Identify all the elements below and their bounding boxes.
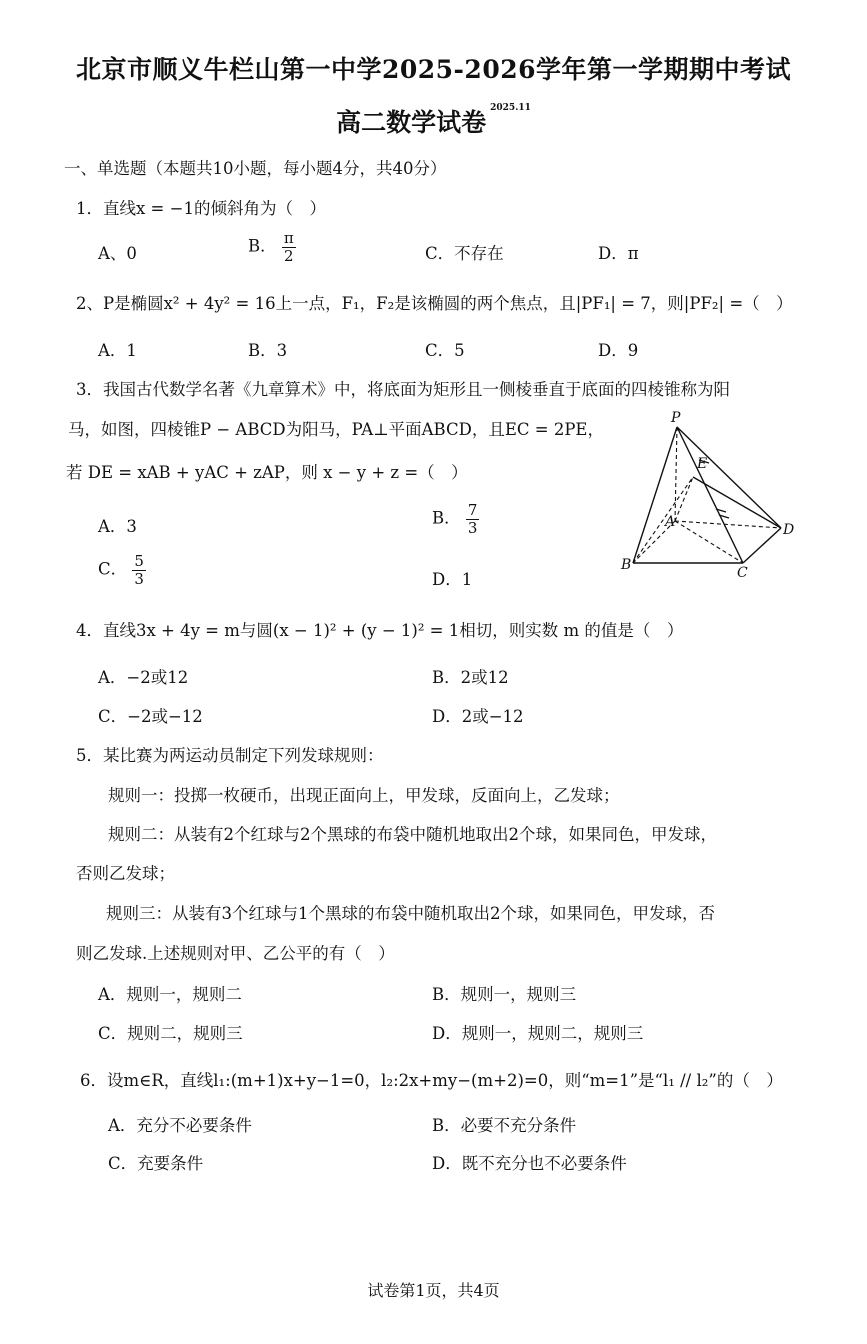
q3-option-a: A．3 bbox=[98, 517, 137, 536]
q5-rule-3-line2: 则乙发球.上述规则对甲、乙公平的有（ ） bbox=[76, 944, 395, 963]
q6-option-d: D．既不充分也不必要条件 bbox=[432, 1154, 627, 1173]
edge-cd bbox=[743, 528, 781, 563]
q3-option-c bbox=[98, 553, 146, 587]
question-5-stem: 5．某比赛为两运动员制定下列发球规则： bbox=[76, 746, 384, 765]
q2-option-d: D．9 bbox=[598, 341, 639, 360]
q3-option-b-label: B． bbox=[432, 508, 461, 528]
q1-option-b bbox=[248, 230, 296, 264]
question-1-stem: 1．直线x = −1的倾斜角为（ ） bbox=[76, 199, 326, 218]
edge-pa bbox=[675, 427, 677, 521]
q2-option-a: A．1 bbox=[98, 341, 137, 360]
edge-pd bbox=[677, 427, 781, 528]
exam-subtitle bbox=[0, 103, 867, 139]
q1-option-c: C．不存在 bbox=[425, 244, 504, 263]
q5-option-d: D．规则一，规则二，规则三 bbox=[432, 1024, 644, 1043]
q2-option-b: B．3 bbox=[248, 341, 288, 360]
q5-rule-2-line2: 否则乙发球； bbox=[76, 864, 175, 883]
q1-option-d: D．π bbox=[598, 244, 639, 263]
label-a: A bbox=[665, 514, 676, 530]
q1-option-b-fraction: $\frac{\pi}{2}$ bbox=[283, 229, 294, 265]
q4-option-b: B．2或12 bbox=[432, 668, 509, 687]
q1-option-a: A、0 bbox=[98, 244, 137, 263]
label-d: D bbox=[783, 522, 795, 538]
label-b: B bbox=[621, 557, 632, 573]
q3-option-d: D．1 bbox=[432, 570, 473, 589]
q1-option-b-label: B． bbox=[248, 236, 277, 256]
exam-date: 2025.11 bbox=[490, 103, 531, 113]
q3-option-b bbox=[432, 502, 479, 536]
question-3-stem-line2: 马，如图，四棱锥P − ABCD为阳马，PA⊥平面ABCD，且EC = 2PE， bbox=[68, 420, 604, 439]
edge-ad bbox=[675, 521, 781, 528]
question-3-stem-line1: 3．我国古代数学名著《九章算术》中，将底面为矩形且一侧棱垂直于底面的四棱锥称为阳 bbox=[76, 380, 730, 399]
q3-option-c-fraction: $\frac{5}{3}$ bbox=[134, 552, 144, 588]
subject-title: 高二数学试卷 bbox=[336, 108, 487, 137]
section-heading: 一、单选题（本题共10小题，每小题4分，共40分） bbox=[64, 159, 447, 178]
q5-option-b: B．规则一，规则三 bbox=[432, 985, 577, 1004]
pyramid-figure bbox=[615, 405, 805, 580]
segment-be bbox=[633, 477, 693, 563]
question-2-stem: 2、P是椭圆x² + 4y² = 16上一点，F₁，F₂是该椭圆的两个焦点，且|PF₁| = 7，则|PF₂| =（ ） bbox=[76, 294, 793, 313]
page-footer: 试卷第1页，共4页 bbox=[367, 1281, 500, 1300]
q5-option-a: A．规则一，规则二 bbox=[98, 985, 242, 1004]
q4-option-a: A．−2或12 bbox=[98, 668, 189, 687]
q3-option-b-fraction: $\frac{7}{3}$ bbox=[467, 501, 478, 537]
label-e: E bbox=[697, 456, 708, 472]
question-4-stem: 4．直线3x + 4y = m与圆(x − 1)² + (y − 1)² = 1相切，则实数 m 的值是（ ） bbox=[76, 621, 684, 640]
exam-title: 北京市顺义牛栏山第一中学2025-2026学年第一学期期中考试 bbox=[75, 55, 792, 84]
q5-rule-2-line1: 规则二：从装有2个红球与2个黑球的布袋中随机地取出2个球，如果同色，甲发球， bbox=[108, 825, 717, 844]
q2-option-c: C．5 bbox=[425, 341, 465, 360]
q3-option-c-label: C． bbox=[98, 559, 128, 579]
label-p: P bbox=[671, 410, 681, 426]
q6-option-b: B．必要不充分条件 bbox=[432, 1116, 577, 1135]
q4-option-c: C．−2或−12 bbox=[98, 707, 203, 726]
question-3-stem-line3: 若 DE = xAB + yAC + zAP，则 x − y + z =（ ） bbox=[66, 463, 468, 482]
q5-option-c: C．规则二，规则三 bbox=[98, 1024, 243, 1043]
q6-option-c: C．充要条件 bbox=[108, 1154, 204, 1173]
edge-pc bbox=[677, 427, 743, 563]
q5-rule-3-line1: 规则三：从装有3个红球与1个黑球的布袋中随机取出2个球，如果同色，甲发球，否 bbox=[106, 904, 715, 923]
q5-rule-1: 规则一：投掷一枚硬币，出现正面向上，甲发球，反面向上，乙发球； bbox=[108, 786, 620, 805]
edge-pb bbox=[633, 427, 677, 563]
question-6-stem: 6．设m∈R，直线l₁:(m+1)x+y−1=0，l₂:2x+my−(m+2)=0，则“m=1”是“l₁ // l₂”的（ ） bbox=[80, 1071, 783, 1090]
q4-option-d: D．2或−12 bbox=[432, 707, 524, 726]
q6-option-a: A．充分不必要条件 bbox=[108, 1116, 252, 1135]
label-c: C bbox=[737, 565, 748, 580]
